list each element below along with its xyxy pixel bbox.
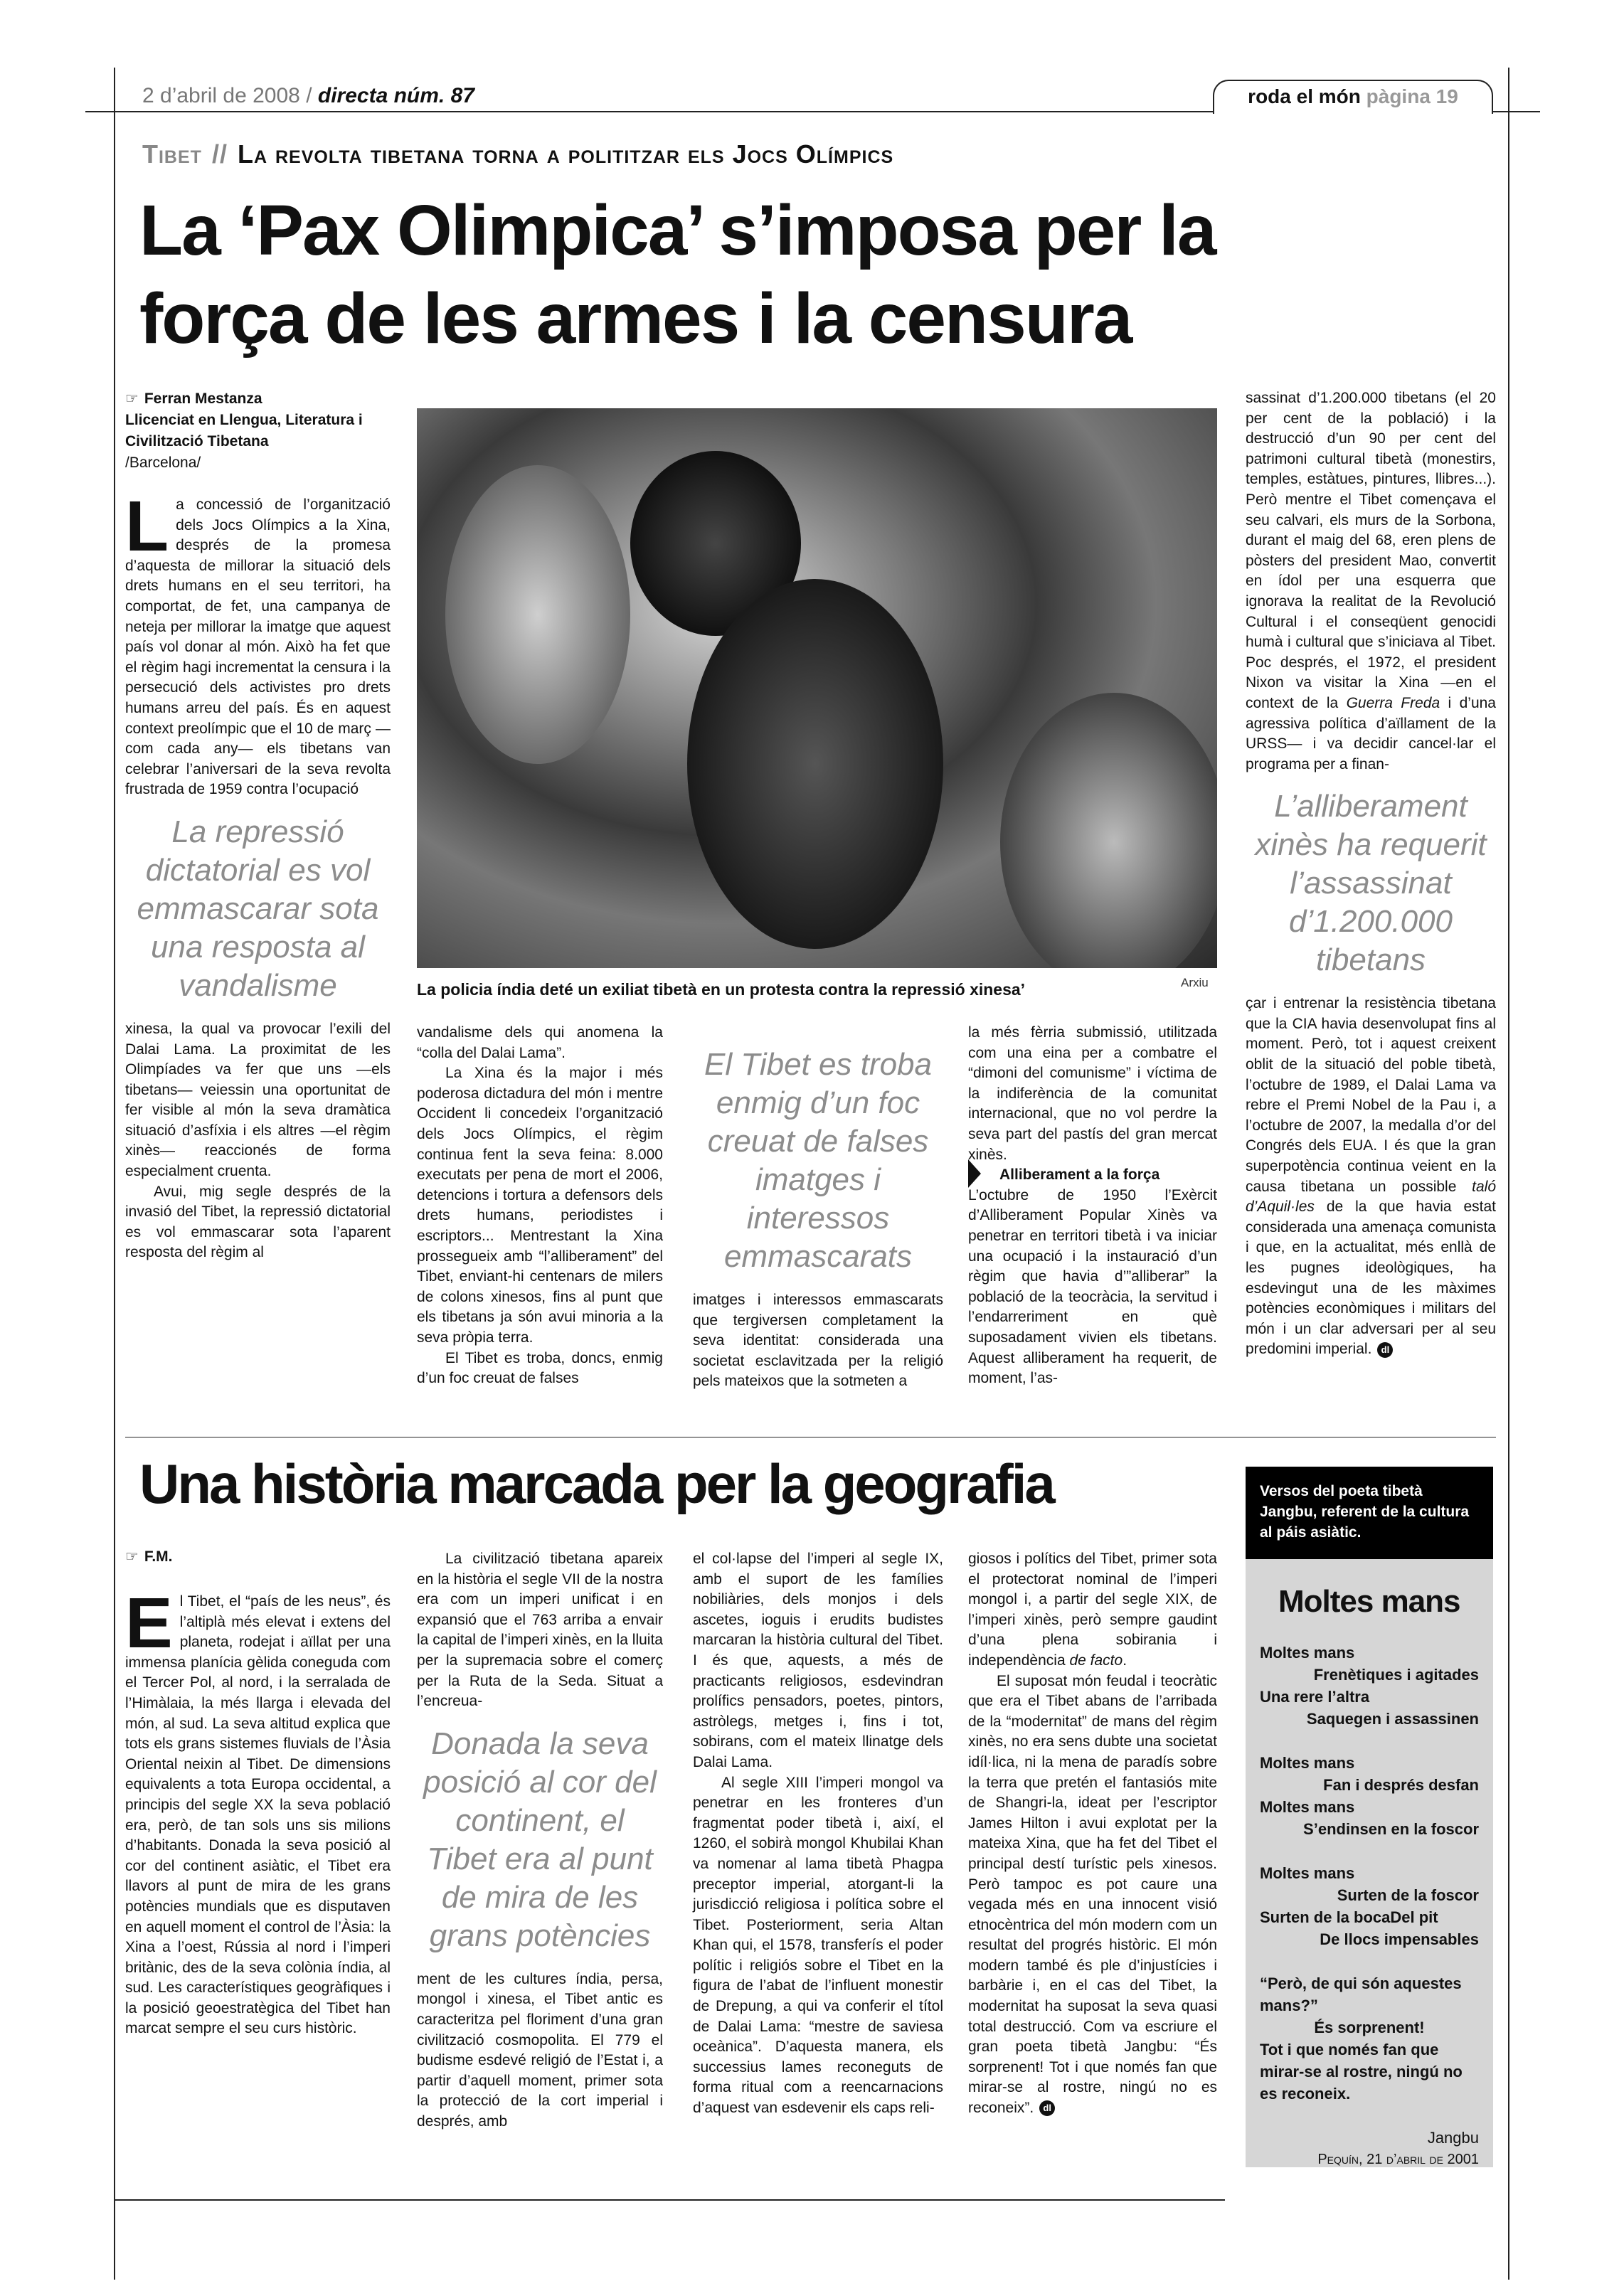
subheading xyxy=(968,1165,1217,1186)
pointing-hand-icon: ☞ xyxy=(125,1548,139,1565)
photo-figure xyxy=(1000,693,1217,968)
drop-cap: L xyxy=(125,487,169,566)
page-number: pàgina 19 xyxy=(1366,85,1458,107)
author-name: F.M. xyxy=(144,1548,173,1565)
photo-figure xyxy=(687,579,943,949)
italic-run: de facto xyxy=(1069,1652,1123,1669)
bottom-col-2 xyxy=(417,1549,663,2132)
bottom-rule xyxy=(114,2199,1225,2201)
sidebar-intro: Versos del poeta tibetà Jangbu, referent de la cultura al páis asiàtic. xyxy=(1246,1467,1493,1559)
text-run: . xyxy=(1123,1652,1127,1669)
top-col-3 xyxy=(693,1033,943,1392)
author-role: Llicenciat en Llengua, Literatura i Civilització Tibetana xyxy=(125,412,363,450)
end-mark-icon: dl xyxy=(1377,1342,1393,1358)
end-mark-icon: dl xyxy=(1039,2100,1055,2116)
paragraph xyxy=(968,1549,1217,1671)
poem-stanza xyxy=(1260,1642,1479,1730)
subheading-text: Alliberament a la força xyxy=(999,1166,1160,1184)
title-line-2: força de les armes i la censura xyxy=(139,279,1132,358)
issue-number: directa núm. 87 xyxy=(317,84,474,107)
photo-credit: Arxiu xyxy=(1181,976,1209,989)
text-run: i d’una agressiva política d’aïllament de la URSS— i va decidir cancel·lar el programa per a finan- xyxy=(1246,694,1496,772)
news-photo xyxy=(417,408,1217,968)
poem-line: Moltes mans xyxy=(1260,1644,1355,1662)
paragraph xyxy=(125,1583,391,2039)
byline xyxy=(125,388,391,474)
paragraph: La civilització tibetana apareix en la història el segle VII de la nostra era com un imperi unificat i en expansió que el 763 arriba a envair la capital de l’imperi xinès, en la lluita per la supremacia sobre el comerç per la Ruta de la Seda. Situat a l’encreua- xyxy=(417,1551,663,1710)
top-col-4 xyxy=(968,1023,1217,1389)
pull-quote: El Tibet es troba enmig d’un foc creuat de falses imatges i interessos emmascarats xyxy=(704,1047,932,1274)
header-dateline xyxy=(142,84,474,108)
paragraph: El Tibet es troba, doncs, enmig d’un foc creuat de falses xyxy=(417,1349,663,1387)
poem-line: És sorprenent! xyxy=(1314,2019,1425,2036)
bottom-col-3 xyxy=(693,1549,943,2119)
poem-stanza xyxy=(1260,1752,1479,1840)
paragraph: el col·lapse del l’imperi al segle IX, amb el suport de les famílies nobiliàries, dels monjos i dels ascetes, ioguis i erudits budistes marcaran la història cultural del Tibet. I és que, aquests, a més de practicants religiosos, esdevindran prolífics pensadors, poetes, pintors, astròlegs, metges i, fins i tot, sobirans, com el mateix llinatge dels Dalai Lama. xyxy=(693,1551,943,1770)
text-run: El suposat món feudal i teocràtic que era el Tibet abans de l’arribada de la “modernitat” de mans del règim xinès, no era sens dubte una societat idíl·lica, ni la mena de paradís sobre la terra que pretén el fantasiós mite de Shangri-la, ideat per l’escriptor James Hilton i avui explotat per la mateixa Xina, que ha fet del Tibet el principal destí turístic pels xinesos. Però tampoc es pot caure una vegada més en una innocent visió etnocèntrica del món modern com un resultat del progrés històric. El món modern també és ple d’injustícies i barbàrie i, en el cas del Tibet, la modernitat ha suposat la seva quasi total destrucció. Com va escriure el gran poeta tibetà Jangbu: “És sorprenent! Tot i que només fan que mirar-se al rostre, ningú no es reconeix”. xyxy=(968,1672,1217,2117)
paragraph: ment de les cultures índia, persa, mongol i xinesa, el Tibet antic es caracteritza pel floriment d’una gran civilització cosmopolita. El 779 el budisme esdevé religió de l’Estat i, a partir d’aquell moment, primer sota la protecció de la cort imperial i després, amb xyxy=(417,1970,663,2130)
poem-title: Moltes mans xyxy=(1278,1584,1460,1619)
right-border xyxy=(1508,68,1509,2280)
top-col-1 xyxy=(125,388,391,1263)
photo-figure xyxy=(445,465,630,764)
poet-name: Jangbu xyxy=(1427,2129,1479,2147)
photo-caption: La policia índia deté un exiliat tibetà en un protesta contra la repressió xinesa’ xyxy=(417,980,1026,999)
top-col-2 xyxy=(417,1023,663,1389)
bottom-col-4 xyxy=(968,1549,1217,2119)
poem-line: Surten de la bocaDel pit xyxy=(1260,1908,1438,1926)
section-name: roda el món xyxy=(1248,85,1361,107)
paragraph: L’octubre de 1950 l’Exèrcit d’Alliberament Popular Xinès va penetrar en territori tibetà i va iniciar una ocupació i la instauració d’un règim que havia d’”alliberar” la població de la teocràcia, la servitud i l’endarreriment en què suposadament vivien els tibetans. Aquest alliberament ha requerit, de moment, l’as- xyxy=(968,1186,1217,1387)
drop-cap: E xyxy=(125,1583,173,1663)
paragraph: Al segle XIII l’imperi mongol va penetrar en les fronteres d’un fragmentat poder tibetà i, així, el 1260, el sobirà mongol Khubilai Khan va nomenar al lama tibetà Phagpa preceptor imperial, atorgant-li la jurisdicció religiosa i política sobre el Tibet. Posteriorment, seria Altan Khan qui, el 1578, transferís el poder polític i religiós sobre el Tibet en la figura de l’abat de l’influent monestir de Drepung, a qui va conferir el títol de Dalai Lama: “mestre de saviesa oceànica”. D’aquesta manera, els successius lames reconeguts de forma ritual com a reencarnacions d’aquest van esdevenir els caps reli- xyxy=(693,1774,943,2117)
pointing-hand-icon: ☞ xyxy=(125,390,139,407)
paragraph xyxy=(1246,994,1496,1360)
paragraph: imatges i interessos emmascarats que tergiversen completament la seva identitat: considerada una societat esclavitzada per la religió pels mateixos que la sotmeten a xyxy=(693,1292,943,1390)
kicker xyxy=(142,139,893,169)
left-border xyxy=(114,68,115,2280)
pull-quote: L’alliberament xinès ha requerit l’assassinat d’1.200.000 tibetans xyxy=(1255,789,1487,978)
paragraph: Avui, mig segle després de la invasió del Tibet, la repressió dictatorial es vol emmascarar sota l’aparent resposta del règim al xyxy=(125,1183,391,1261)
kicker-separator: // xyxy=(211,139,228,169)
poem-line: Moltes mans xyxy=(1260,1798,1355,1816)
poem-line: Tot i que només fan que mirar-se al rostre, ningú no es reconeix. xyxy=(1260,2041,1463,2103)
paragraph: la més fèrria submissió, utilitzada com una eina per a combatre el “dimoni del comunisme” i víctima de la indiferència de la comunitat internacional, que no vol perdre la seva part del pastís del gran mercat xinès. xyxy=(968,1024,1217,1163)
byline xyxy=(125,1546,391,1568)
paragraph: xinesa, la qual va provocar l’exili del Dalai Lama. La proximitat de les Olimpíades va fer que uns —els tibetans— veiessin una oportunitat de fer visible al món la seva dramàtica situació d’asfíxia i els altres —el règim xinès— reaccionés de forma especialment cruenta. xyxy=(125,1020,391,1180)
poem-line: Una rere l’altra xyxy=(1260,1688,1370,1706)
poem-line: Moltes mans xyxy=(1260,1864,1355,1882)
top-col-5 xyxy=(1246,388,1496,1360)
poem-line: Fan i després desfan xyxy=(1323,1776,1479,1794)
header-separator: / xyxy=(306,84,312,107)
poem-line: S’endinsen en la foscor xyxy=(1303,1820,1479,1838)
poem-line: De llocs impensables xyxy=(1320,1930,1479,1948)
kicker-topic: Tibet xyxy=(142,139,202,169)
paragraph: vandalisme dels qui anomena la “colla del Dalai Lama”. xyxy=(417,1024,663,1061)
paragraph xyxy=(968,1671,1217,2119)
triangle-bullet-icon xyxy=(968,1159,981,1188)
pull-quote: La repressió dictatorial es vol emmascarar sota una resposta al vandalisme xyxy=(137,814,379,1003)
issue-date: 2 d’abril de 2008 xyxy=(142,84,300,107)
paragraph-text: a concessió de l’organització dels Jocs Olímpics a la Xina, després de la promesa d’aquesta de millorar la situació dels drets humans en el seu territori, ha comportat, de fet, una campanya de neteja per millorar la imatge que aquest país vol donar al món. Això ha fet que el règim hagi incrementat la censura i la persecució dels activistes pro drets humans arreu del país. És en aquest context preolímpic que el 10 de març —com cada any— els tibetans van celebrar l’aniversari de la seva revolta frustrada de 1959 contra l’ocupació xyxy=(125,496,391,798)
text-run: de la que havia estat considerada una amenaça comunista i que, en la actualitat, més enllà de les pugnes ideològiques, ha esdevingut una de les màximes potències econòmiques i militars del món i un clar adversari per al seu predomini imperial. xyxy=(1246,1199,1496,1358)
poem-line: “Però, de qui són aquestes mans?” xyxy=(1260,1975,1462,2014)
poem-line: Saquegen i assassinen xyxy=(1306,1710,1479,1728)
kicker-text: La revolta tibetana torna a polititzar els Jocs Olímpics xyxy=(237,139,894,169)
author-name: Ferran Mestanza xyxy=(144,390,262,407)
poem-stanza xyxy=(1260,1862,1479,1950)
poem-line: Frenètiques i agitades xyxy=(1313,1666,1479,1684)
italic-run: taló d’Aquil·les xyxy=(1246,1178,1496,1216)
poem-date: Pequín, 21 d’abril de 2001 xyxy=(1317,2152,1479,2167)
section-tab xyxy=(1213,80,1493,114)
second-article-title: Una història marcada per la geografia xyxy=(139,1452,1054,1515)
poem-line: Moltes mans xyxy=(1260,1754,1355,1772)
text-run: giosos i polítics del Tibet, primer sota el protectorat nominal de l’imperi mongol i, a partir del segle XIX, de l’imperi xinès, però sempre gaudint d’una plena sobirania i independència xyxy=(968,1551,1217,1669)
paragraph xyxy=(125,487,391,800)
paragraph-text: l Tibet, el “país de les neus”, és l’altiplà més elevat i extens del planeta, rodejat i aïllat per una immensa planícia gèlida coneguda com el Tercer Pol, al nord, i la serralada de l’Himàlaia, la més llarga i elevada del món, al sud. La seva altitud explica que tots els grans sistemes fluvials de l’Àsia Oriental neixin al Tibet. De dimensions equivalents a tota Europa occidental, a principis del segle XX la seva població era, però, de tan sols uns sis milions d’habitants. Donada la seva posició al cor del continent asiàtic, el Tibet era llavors al punt de mira de les grans potències mundials que es disputaven en aquell moment el control de l’Àsia: la Xina a l’oest, Rússia al nord i l’imperi britànic, des de la seva colònia índia, al sud. Les característiques geogràfiques i la posició geoestratègica del Tibet han marcat sempre el seu curs històric. xyxy=(125,1593,391,2037)
text-run: sassinat d’1.200.000 tibetans (el 20 per cent de la població) i la destrucció d’un 90 per cent del patrimoni cultural tibetà (monestirs, temples, estàtues, pintures, llibres...). Però mentre el Tibet començava el seu calvari, els murs de la Sorbona, durant el maig del 68, eren plens de pòsters del president Mao, convertit en ídol per una esquerra que ignorava la realitat de la Revolució Cultural i el conseqüent genocidi humà i cultural que s’iniciava al Tibet. Poc després, el 1972, el president Nixon va visitar la Xina —en el context de la xyxy=(1246,390,1496,711)
poem-box xyxy=(1246,1559,1493,2167)
text-run: çar i entrenar la resistència tibetana que la CIA havia desenvolupat fins al moment. Però, tot i aquest creixent oblit de la situació del poble tibetà, l’octubre de 1989, el Dalai Lama va rebre el Premi Nobel de la Pau i, a l’octubre de 2007, la medalla d’or del Congrés dels EUA. I és que la gran superpotència continua veient en la causa tibetana un possible xyxy=(1246,995,1496,1195)
page-title xyxy=(139,186,1498,363)
italic-run: Guerra Freda xyxy=(1346,694,1440,711)
paragraph: La Xina és la major i més poderosa dictadura del món i mentre Occident li concedeix l’organització dels Jocs Olímpics, el règim continua fent la seva feina: 8.000 executats per pena de mort el 2006, detencions i tortura a defensors dels drets humans, periodistes i escriptors... Mentrestant la Xina prossegueix amb “l’alliberament” del Tibet, enviant-hi centenars de milers de colons xinesos, fins al punt que els tibetans ja són avui minoria a la seva pròpia terra. xyxy=(417,1065,663,1346)
pull-quote: Donada la seva posició al cor del continent, el Tibet era al punt de mira de les grans potències xyxy=(423,1726,657,1953)
poem-stanza xyxy=(1260,1972,1479,2105)
title-line-1: La ‘Pax Olimpica’ s’imposa per la xyxy=(139,191,1216,270)
poem-line: Surten de la foscor xyxy=(1337,1886,1479,1904)
paragraph xyxy=(1246,388,1496,775)
author-location: /Barcelona/ xyxy=(125,455,201,471)
poem-signature xyxy=(1260,2127,1479,2171)
bottom-col-1 xyxy=(125,1546,391,2039)
